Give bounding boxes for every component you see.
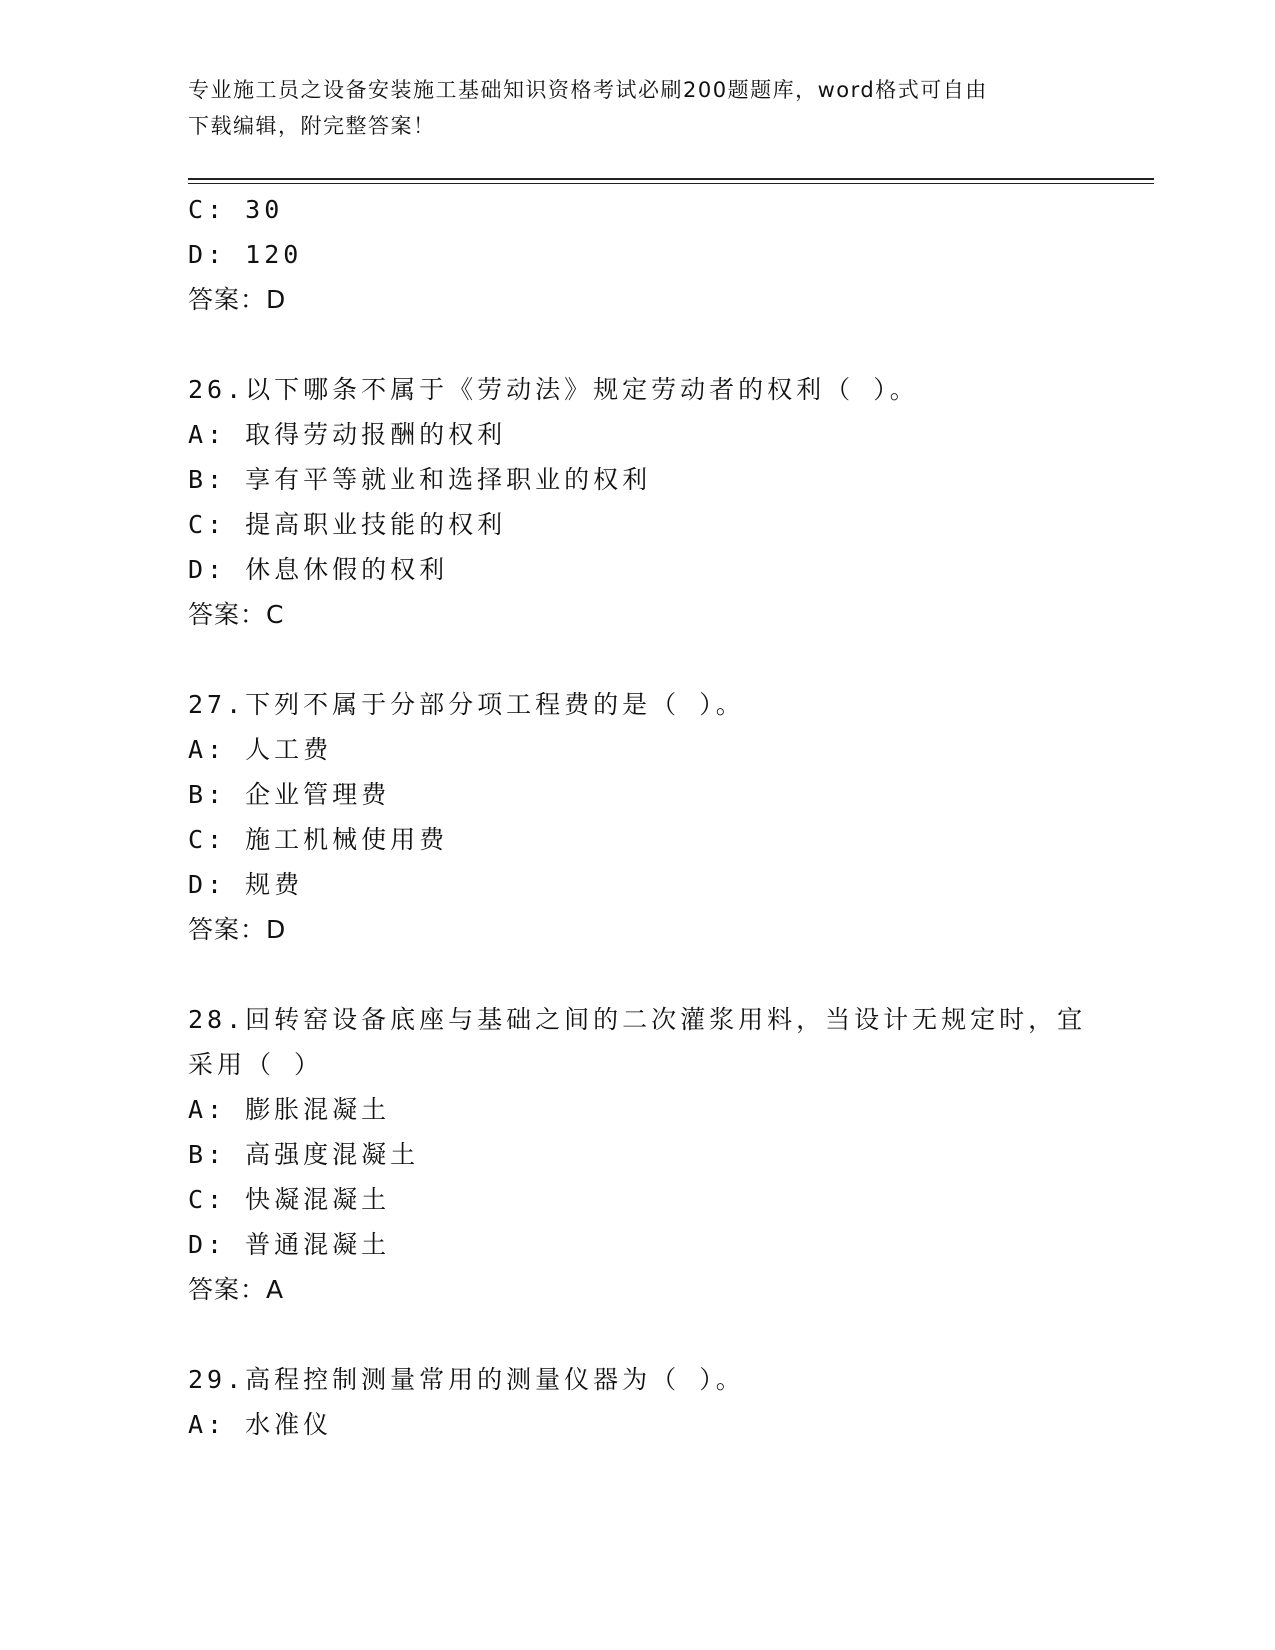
header-line-1: 专业施工员之设备安装施工基础知识资格考试必刷200题题库，word格式可自由 (188, 78, 988, 102)
header-line-2: 下载编辑，附完整答案！ (188, 114, 436, 138)
q28-question-line-1: 28.回转窑设备底座与基础之间的二次灌浆用料，当设计无规定时，宜 (188, 1005, 1087, 1034)
document-header (188, 72, 1088, 144)
q26-option-c: C: 提高职业技能的权利 (188, 510, 507, 539)
q28-option-c: C: 快凝混凝土 (188, 1185, 391, 1214)
q27-question: 27.下列不属于分部分项工程费的是（ ）。 (188, 690, 745, 719)
q28-answer: 答案：A (188, 1275, 285, 1304)
q27-answer: 答案：D (188, 915, 287, 944)
q28-option-d: D: 普通混凝土 (188, 1230, 391, 1259)
q27-option-d: D: 规费 (188, 870, 304, 899)
q27-option-c: C: 施工机械使用费 (188, 825, 449, 854)
q29-question: 29.高程控制测量常用的测量仪器为（ ）。 (188, 1365, 745, 1394)
q27-option-a: A: 人工费 (188, 735, 333, 764)
q28-option-b: B: 高强度混凝土 (188, 1140, 420, 1169)
q26-answer: 答案：C (188, 600, 285, 629)
q26-option-d: D: 休息休假的权利 (188, 555, 449, 584)
header-divider-thick (188, 178, 1154, 180)
q25-option-c: C: 30 (188, 195, 284, 224)
q26-question: 26.以下哪条不属于《劳动法》规定劳动者的权利（ ）。 (188, 375, 919, 404)
q29-option-a: A: 水准仪 (188, 1410, 333, 1439)
q28-option-a: A: 膨胀混凝土 (188, 1095, 391, 1124)
q25-answer: 答案：D (188, 285, 287, 314)
q26-option-a: A: 取得劳动报酬的权利 (188, 420, 507, 449)
header-divider-thin (188, 183, 1154, 184)
q28-question-line-2: 采用（ ） (188, 1050, 324, 1079)
q26-option-b: B: 享有平等就业和选择职业的权利 (188, 465, 652, 494)
q25-option-d: D: 120 (188, 240, 303, 269)
q27-option-b: B: 企业管理费 (188, 780, 391, 809)
